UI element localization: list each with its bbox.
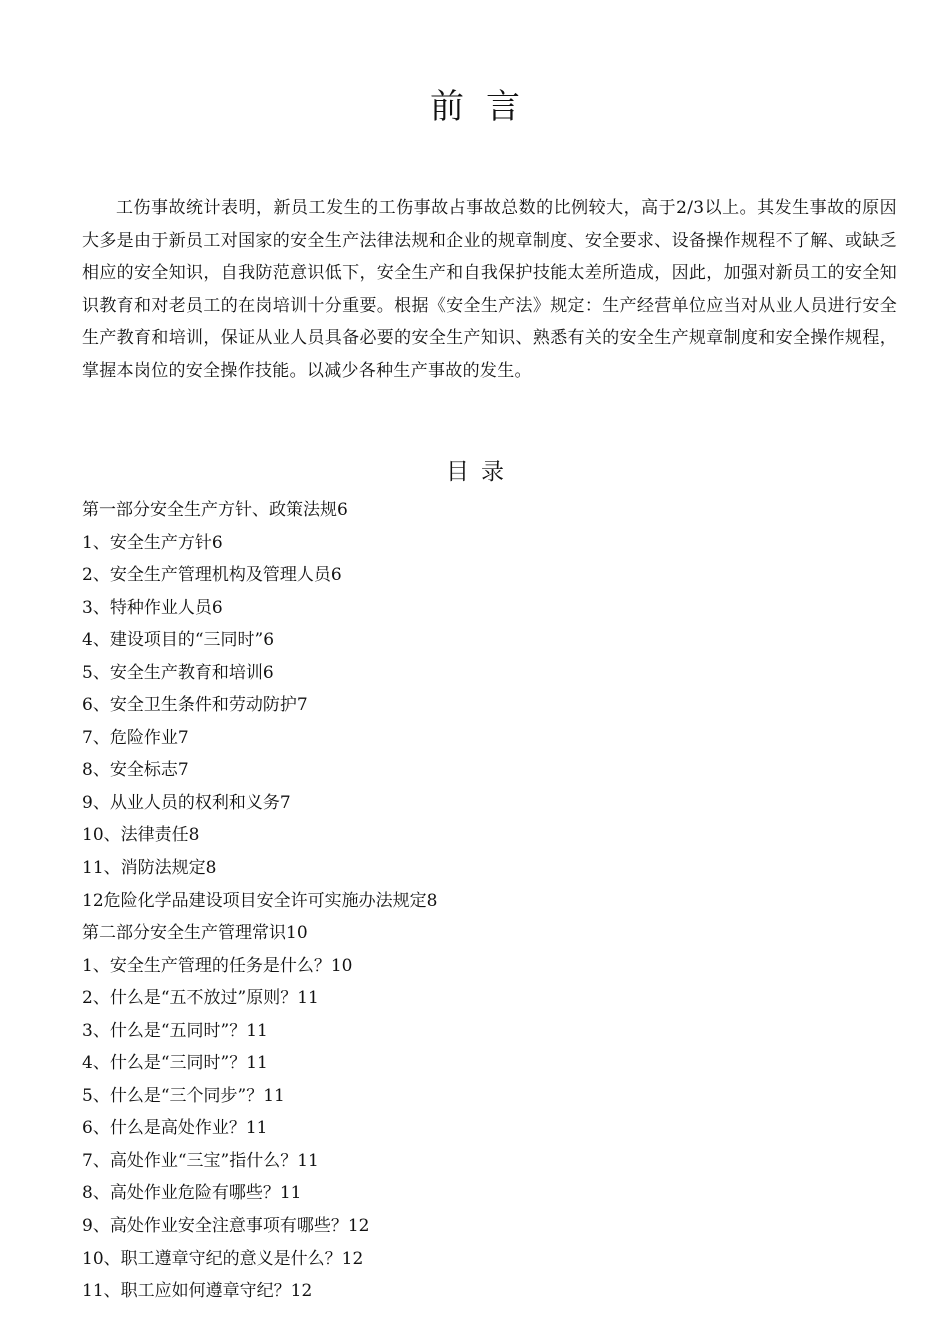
preface-body: 工伤事故统计表明，新员工发生的工伤事故占事故总数的比例较大，高于2/3以上。其发生事故的原因大多是由于新员工对国家的安全生产法律法规和企业的规章制度、安全要求、设备操作规程不了解、或缺乏相应的安全知识，自我防范意识低下，安全生产和自我保护技能太差所造成，因此，加强对新员工的安全知识教育和对老员工的在岗培训十分重要。根据《安全生产法》规定：生产经营单位应当对从业人员进行安全生产教育和培训，保证从业人员具备必要的安全生产知识、熟悉有关的安全生产规章制度和安全操作规程，掌握本岗位的安全操作技能。以减少各种生产事故的发生。 <box>82 198 897 381</box>
toc-item[interactable]: 12危险化学品建设项目安全许可实施办法规定8 <box>82 890 438 911</box>
toc-item[interactable]: 11、消防法规定8 <box>82 858 217 879</box>
toc-item[interactable]: 第二部分安全生产管理常识10 <box>82 923 308 944</box>
toc-item[interactable]: 1、安全生产管理的任务是什么？10 <box>82 955 353 976</box>
toc-item[interactable]: 第一部分安全生产方针、政策法规6 <box>82 500 348 520</box>
toc-item[interactable]: 7、危险作业7 <box>82 727 189 748</box>
toc-item[interactable]: 5、安全生产教育和培训6 <box>82 662 274 683</box>
toc-item[interactable]: 11、职工应如何遵章守纪？12 <box>82 1281 313 1302</box>
toc-list <box>82 494 897 1308</box>
toc-item[interactable]: 5、什么是“三个同步”？11 <box>82 1085 285 1106</box>
preface-title: 前言 <box>430 87 542 127</box>
toc-item[interactable]: 6、安全卫生条件和劳动防护7 <box>82 695 308 716</box>
toc-item[interactable]: 1、安全生产方针6 <box>82 532 223 553</box>
toc-item[interactable]: 7、高处作业“三宝”指什么？11 <box>82 1150 319 1171</box>
toc-item[interactable]: 2、什么是“五不放过”原则？11 <box>82 988 319 1009</box>
toc-item[interactable]: 3、特种作业人员6 <box>82 597 223 618</box>
toc-item[interactable]: 4、建设项目的“三同时”6 <box>82 630 275 651</box>
toc-item[interactable]: 10、职工遵章守纪的意义是什么？12 <box>82 1248 364 1269</box>
toc-item[interactable]: 6、什么是高处作业？11 <box>82 1118 268 1139</box>
toc-item[interactable]: 9、高处作业安全注意事项有哪些？12 <box>82 1216 370 1237</box>
toc-item[interactable]: 9、从业人员的权利和义务7 <box>82 792 291 813</box>
toc-item[interactable]: 4、什么是“三同时”？11 <box>82 1053 268 1074</box>
toc-item[interactable]: 3、什么是“五同时”？11 <box>82 1020 268 1041</box>
toc-item[interactable]: 8、安全标志7 <box>82 760 189 781</box>
toc-item[interactable]: 2、安全生产管理机构及管理人员6 <box>82 565 342 586</box>
toc-item[interactable]: 10、法律责任8 <box>82 825 200 846</box>
toc-item[interactable]: 8、高处作业危险有哪些？11 <box>82 1183 302 1204</box>
toc-title: 目录 <box>446 459 516 485</box>
